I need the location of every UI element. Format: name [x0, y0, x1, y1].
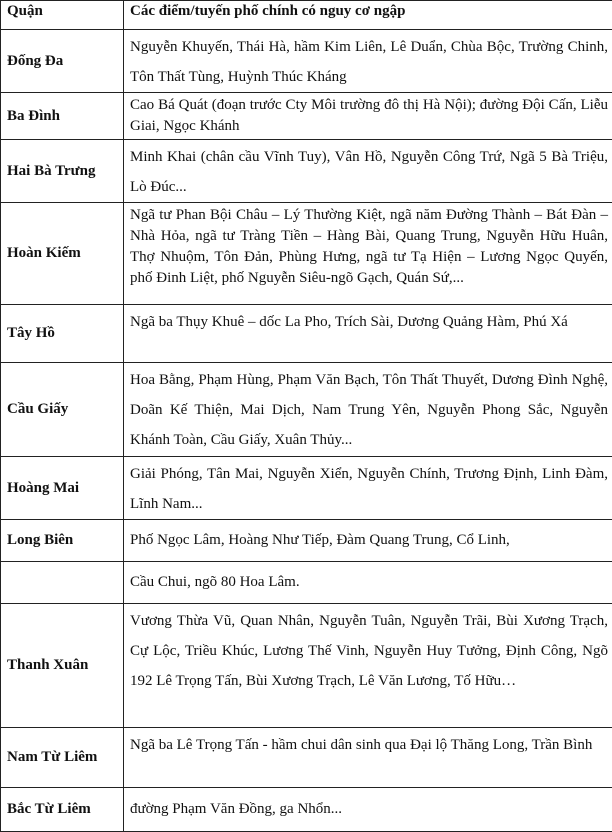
district-cell: Ba Đình — [1, 93, 124, 140]
district-cell: Hoàn Kiếm — [1, 203, 124, 305]
district-cell: Đống Đa — [1, 30, 124, 93]
streets-cell: Ngã tư Phan Bội Châu – Lý Thường Kiệt, ngã năm Đường Thành – Bát Đàn – Nhà Hỏa, ngã tư Tràng Tiền – Hàng Bài, Quang Trung, Nguyễn Hữu Huân, Thợ Nhuộm, Tôn Đản, Phùng Hưng, ngã tư Tạ Hiện – Lương Ngọc Quyến, phố Đinh Liệt, phố Nguyễn Siêu-ngõ Gạch, Quán Sứ,... — [124, 203, 612, 305]
table-row — [1, 30, 612, 93]
streets-cell: Cao Bá Quát (đoạn trước Cty Môi trường đô thị Hà Nội); đường Đội Cấn, Liễu Giai, Ngọc Khánh — [124, 93, 612, 140]
streets-cell: đường Phạm Văn Đồng, ga Nhổn... — [124, 788, 612, 832]
streets-cell: Nguyễn Khuyến, Thái Hà, hầm Kim Liên, Lê Duẩn, Chùa Bộc, Trường Chinh, Tôn Thất Tùng, Huỳnh Thúc Kháng — [124, 30, 612, 93]
district-cell: Cầu Giấy — [1, 363, 124, 457]
district-cell: Thanh Xuân — [1, 604, 124, 728]
table-row — [1, 305, 612, 363]
streets-cell: Hoa Bằng, Phạm Hùng, Phạm Văn Bạch, Tôn Thất Thuyết, Dương Đình Nghệ, Doãn Kế Thiện, Mai Dịch, Nam Trung Yên, Nguyễn Phong Sắc, Nguyễn Khánh Toàn, Cầu Giấy, Xuân Thủy... — [124, 363, 612, 457]
district-cell: Long Biên — [1, 520, 124, 562]
table-row — [1, 363, 612, 457]
streets-cell: Phố Ngọc Lâm, Hoàng Như Tiếp, Đàm Quang Trung, Cổ Linh, — [124, 520, 612, 562]
streets-cell: Cầu Chui, ngõ 80 Hoa Lâm. — [124, 562, 612, 604]
district-cell: Bắc Từ Liêm — [1, 788, 124, 832]
district-cell — [1, 562, 124, 604]
district-cell: Nam Từ Liêm — [1, 728, 124, 788]
streets-cell: Minh Khai (chân cầu Vĩnh Tuy), Vân Hồ, Nguyễn Công Trứ, Ngã 5 Bà Triệu, Lò Đúc... — [124, 140, 612, 203]
streets-cell: Ngã ba Thụy Khuê – dốc La Pho, Trích Sài, Dương Quảng Hàm, Phú Xá — [124, 305, 612, 363]
streets-cell: Giải Phóng, Tân Mai, Nguyễn Xiển, Nguyễn Chính, Trương Định, Linh Đàm, Lĩnh Nam... — [124, 457, 612, 520]
table-header-row — [1, 1, 612, 30]
table-row — [1, 457, 612, 520]
district-cell: Hai Bà Trưng — [1, 140, 124, 203]
header-streets: Các điểm/tuyến phố chính có nguy cơ ngập — [124, 1, 612, 30]
district-cell: Tây Hồ — [1, 305, 124, 363]
table-row — [1, 728, 612, 788]
streets-cell: Vương Thừa Vũ, Quan Nhân, Nguyễn Tuân, Nguyễn Trãi, Bùi Xương Trạch, Cự Lộc, Triều Khúc, Lương Thế Vinh, Nguyễn Huy Tưởng, Định Công, Ngõ 192 Lê Trọng Tấn, Bùi Xương Trạch, Lê Văn Lương, Tố Hữu… — [124, 604, 612, 728]
table-row — [1, 203, 612, 305]
table-row — [1, 93, 612, 140]
table-row — [1, 520, 612, 562]
streets-cell: Ngã ba Lê Trọng Tấn - hầm chui dân sinh qua Đại lộ Thăng Long, Trần Bình — [124, 728, 612, 788]
header-district: Quận — [1, 1, 124, 30]
table-row — [1, 604, 612, 728]
district-cell: Hoàng Mai — [1, 457, 124, 520]
table-row — [1, 140, 612, 203]
table-row — [1, 562, 612, 604]
